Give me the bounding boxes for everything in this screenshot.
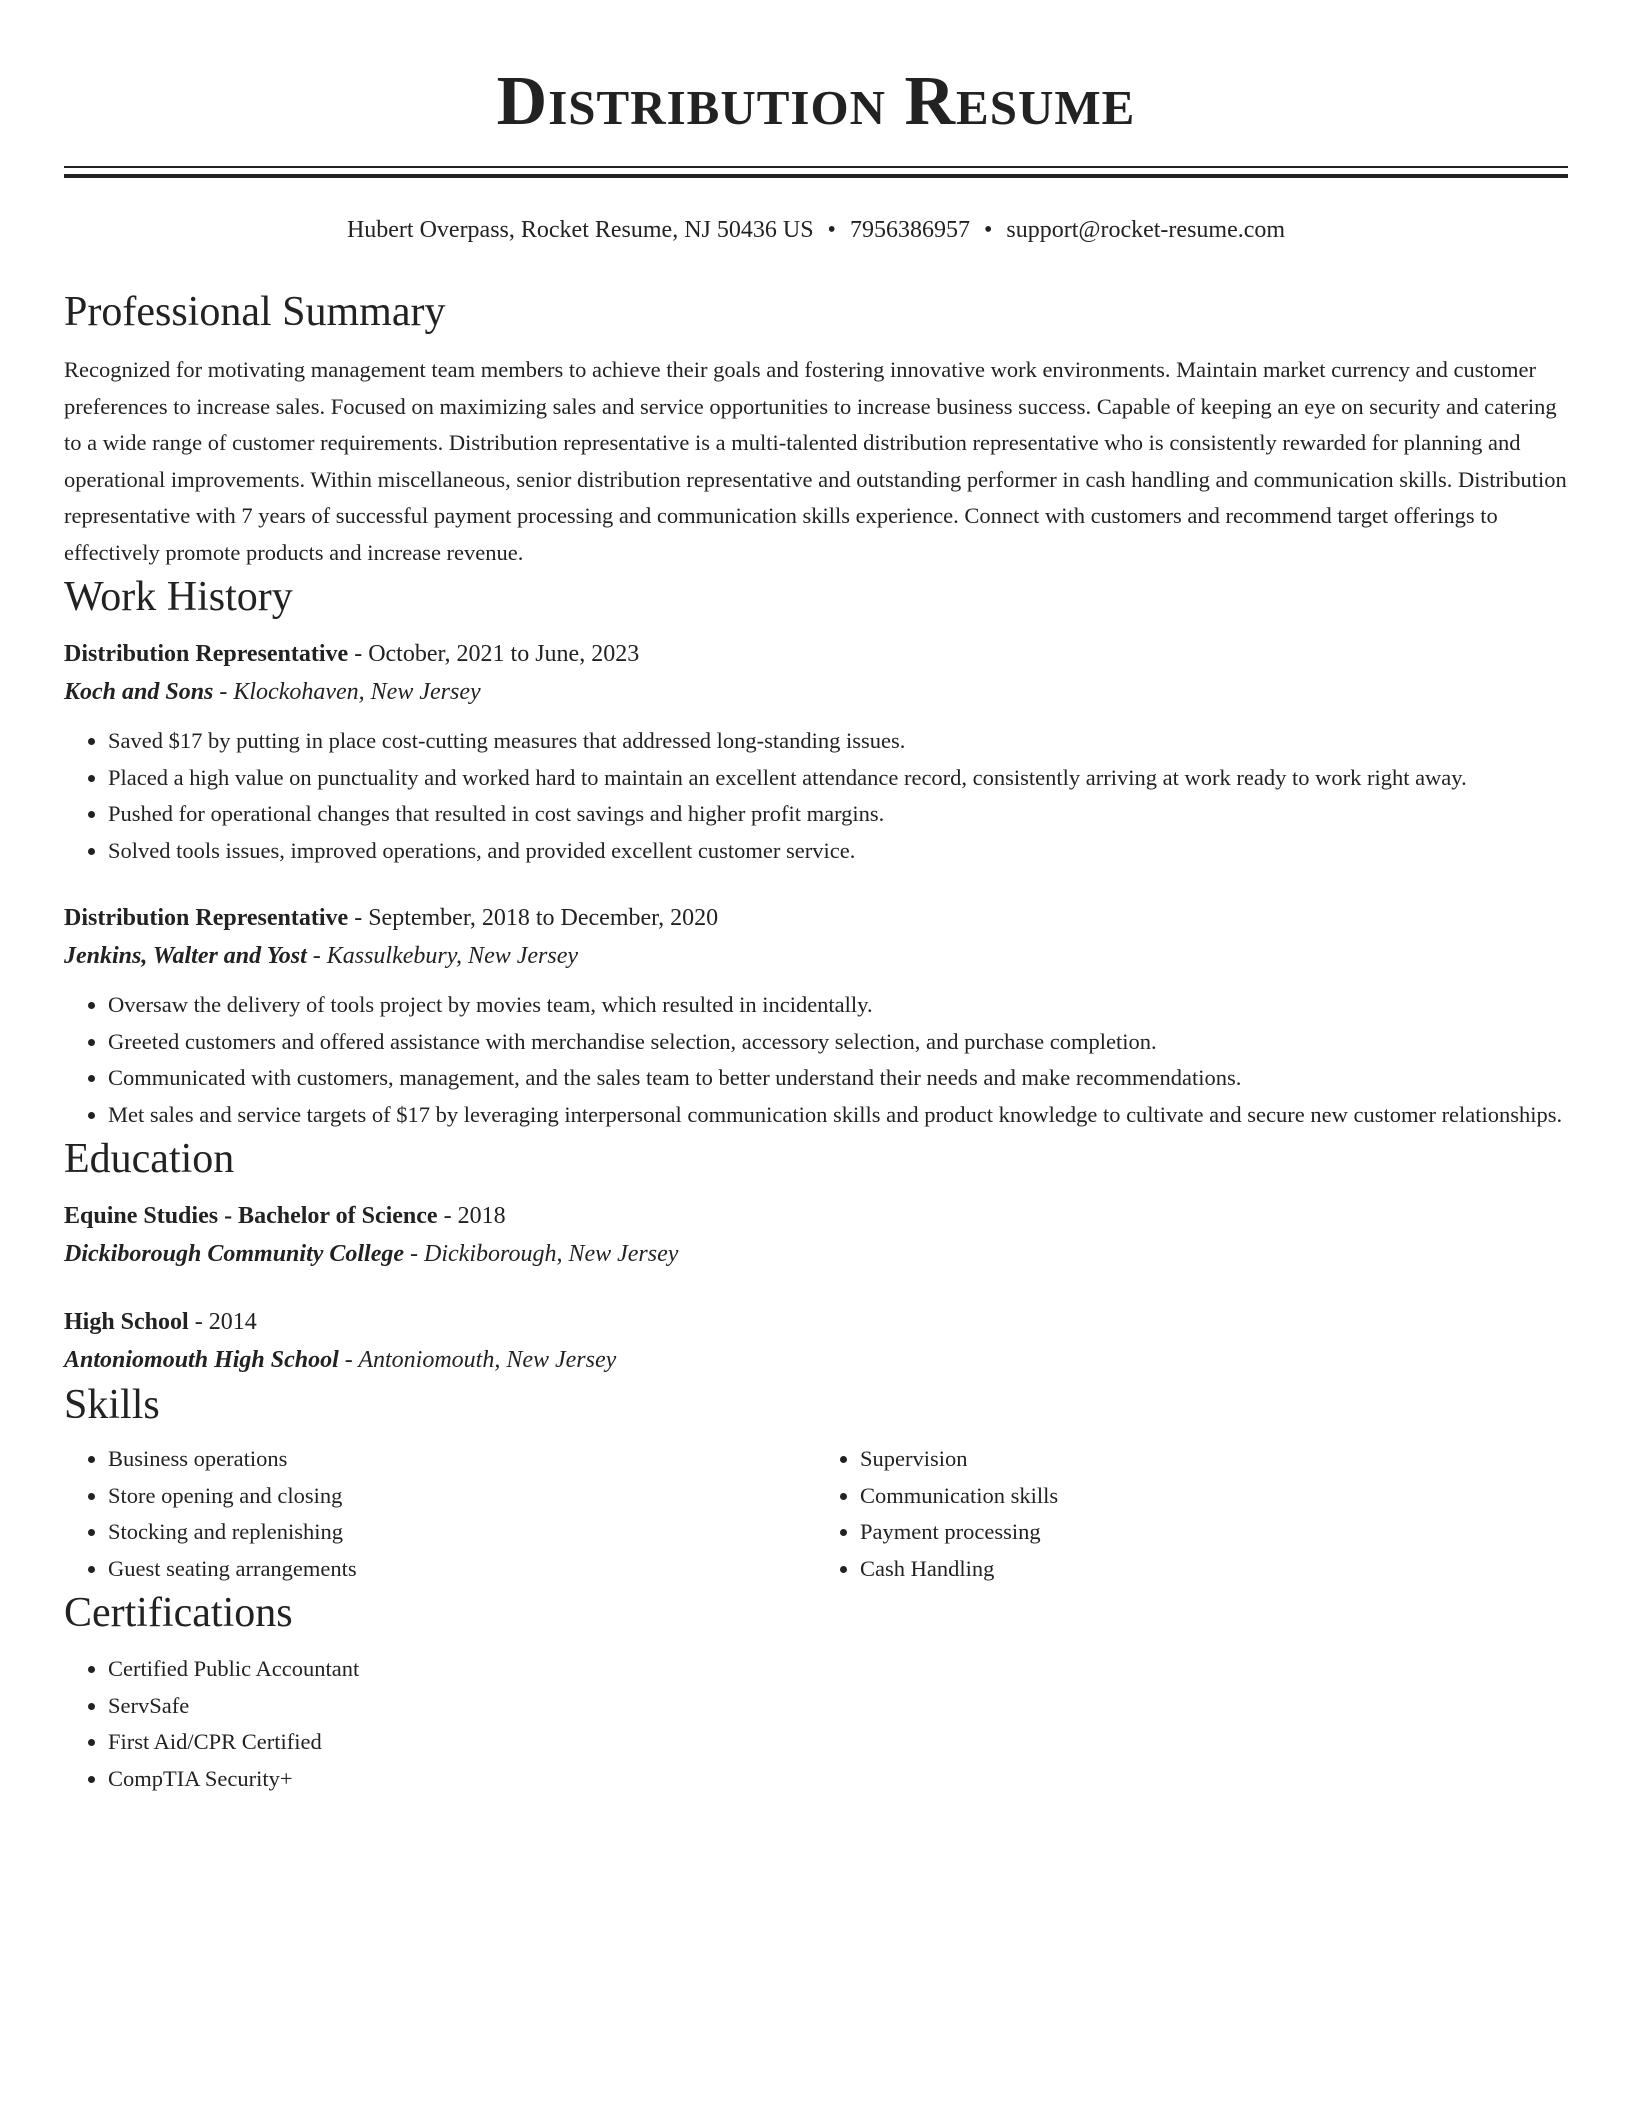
education-degree: High School (64, 1309, 189, 1335)
skill-item: • Cash Handling (860, 1551, 1568, 1588)
job-entry (64, 899, 1568, 1133)
job-bullet: • Saved $17 by putting in place cost-cutting measures that addressed long-standing issues. (108, 723, 1568, 760)
education-header (64, 1197, 1568, 1235)
job-location: - Kassulkebury, New Jersey (306, 943, 579, 969)
education-location: - Antoniomouth, New Jersey (338, 1347, 617, 1373)
skills-heading: Skills (64, 1382, 160, 1428)
job-bullet: • Solved tools issues, improved operations, and provided excellent customer service. (108, 833, 1568, 870)
job-bullet: • Pushed for operational changes that resulted in cost savings and higher profit margins. (108, 796, 1568, 833)
certifications-heading: Certifications (64, 1590, 293, 1636)
education-entry (64, 1303, 1568, 1379)
job-location: - Klockohaven, New Jersey (213, 679, 481, 705)
contact-separator: • (827, 217, 836, 243)
education-degree: Equine Studies - Bachelor of Science (64, 1203, 438, 1229)
job-title: Distribution Representative (64, 641, 349, 667)
job-entry (64, 635, 1568, 869)
certification-item: • Certified Public Accountant (108, 1651, 1568, 1688)
education-header (64, 1303, 1568, 1341)
skills-grid (64, 1441, 1568, 1587)
work-history-heading: Work History (64, 574, 293, 620)
education-school: Antoniomouth High School (64, 1347, 339, 1373)
job-company: Jenkins, Walter and Yost (64, 943, 307, 969)
education-heading: Education (64, 1136, 235, 1182)
contact-phone: 7956386957 (849, 217, 970, 243)
skills-list-right (816, 1441, 1568, 1587)
certifications-list (64, 1651, 1568, 1797)
job-bullets (64, 987, 1568, 1133)
certification-item: • First Aid/CPR Certified (108, 1724, 1568, 1761)
contact-email: support@rocket-resume.com (1006, 217, 1286, 243)
contact-address: Hubert Overpass, Rocket Resume, NJ 50436 US (346, 217, 814, 243)
education-school-line (64, 1235, 1568, 1273)
title-divider-thin (64, 166, 1568, 168)
job-header (64, 635, 1568, 673)
job-dates: - October, 2021 to June, 2023 (348, 641, 640, 667)
certification-item: • ServSafe (108, 1688, 1568, 1725)
job-bullet: • Greeted customers and offered assistance with merchandise selection, accessory selection, and purchase completion. (108, 1024, 1568, 1061)
job-company-line (64, 937, 1568, 975)
education-school: Dickiborough Community College (64, 1241, 405, 1267)
job-company: Koch and Sons (64, 679, 214, 705)
education-year: - 2014 (188, 1309, 257, 1335)
job-dates: - September, 2018 to December, 2020 (348, 905, 719, 931)
job-company-line (64, 673, 1568, 711)
contact-line (64, 214, 1568, 246)
education-location: - Dickiborough, New Jersey (404, 1241, 679, 1267)
job-bullet: • Placed a high value on punctuality and worked hard to maintain an excellent attendance record, consistently arriving at work ready to work right away. (108, 760, 1568, 797)
skill-item: • Guest seating arrangements (108, 1551, 816, 1588)
certification-item: • CompTIA Security+ (108, 1761, 1568, 1798)
skills-list-left (64, 1441, 816, 1587)
skill-item: • Business operations (108, 1441, 816, 1478)
job-bullet: • Met sales and service targets of $17 by leveraging interpersonal communication skills and product knowledge to cultivate and secure new customer relationships. (108, 1097, 1568, 1134)
summary-heading: Professional Summary (64, 289, 446, 335)
job-header (64, 899, 1568, 937)
education-school-line (64, 1341, 1568, 1379)
title-divider-thick (64, 174, 1568, 178)
skill-item: • Supervision (860, 1441, 1568, 1478)
job-bullet: • Oversaw the delivery of tools project by movies team, which resulted in incidentally. (108, 987, 1568, 1024)
job-bullet: • Communicated with customers, management, and the sales team to better understand their needs and make recommendations. (108, 1060, 1568, 1097)
job-bullets (64, 723, 1568, 869)
job-title: Distribution Representative (64, 905, 349, 931)
education-entry (64, 1197, 1568, 1273)
summary-text: Recognized for motivating management team members to achieve their goals and fostering innovative work environments. Maintain market currency and customer preferences to increase sales. Focused on maximizing sales and service opportunities to increase business success. Capable of keeping an eye on security and catering to a wide range of customer requirements. Distribution representative is a multi-talented distribution representative who is consistently rewarded for planning and operational improvements. Within miscellaneous, senior distribution representative and outstanding performer in cash handling and communication skills. Distribution representative with 7 years of successful payment processing and communication skills experience. Connect with customers and recommend target offerings to effectively promote products and increase revenue. (64, 357, 1567, 565)
skill-item: • Communication skills (860, 1478, 1568, 1515)
contact-separator: • (983, 217, 993, 243)
resume-title: Distribution Resume (496, 63, 1136, 140)
skill-item: • Payment processing (860, 1514, 1568, 1551)
resume-page (64, 0, 1568, 1797)
education-year: - 2018 (437, 1203, 506, 1229)
skill-item: • Stocking and replenishing (108, 1514, 816, 1551)
skill-item: • Store opening and closing (108, 1478, 816, 1515)
